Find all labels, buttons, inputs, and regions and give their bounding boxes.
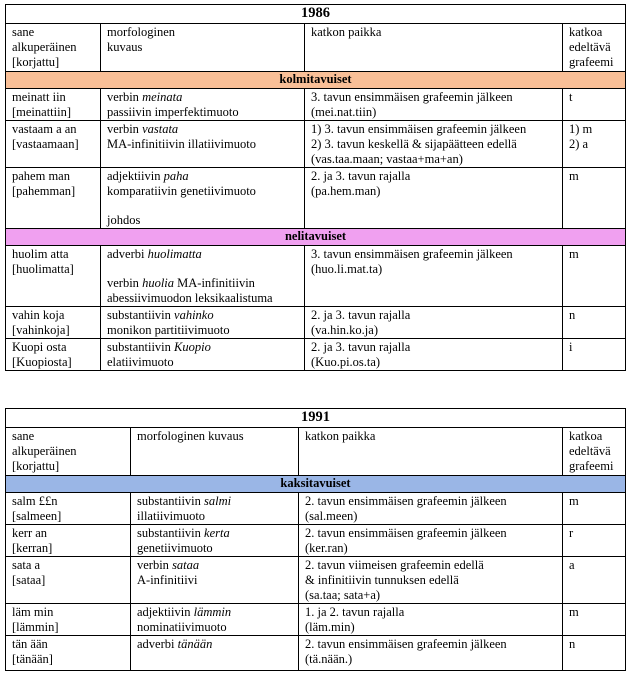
- grapheme-cell: m: [563, 168, 626, 229]
- grapheme-cell: m: [563, 493, 626, 525]
- table-1991: [5, 408, 626, 671]
- header-grapheme: katkoa edeltävä grafeemi: [563, 428, 626, 476]
- description-cell: substantiivin kerta genetiivimuoto: [131, 525, 299, 557]
- grapheme-cell: 1) m 2) a: [563, 121, 626, 168]
- table-row: [6, 168, 626, 229]
- header-word: sane alkuperäinen [korjattu]: [6, 24, 101, 72]
- grapheme-cell: a: [563, 557, 626, 604]
- break-place-cell: 3. tavun ensimmäisen grafeemin jälkeen (mei.nat.tiin): [305, 89, 563, 121]
- table-year: 1986: [6, 5, 626, 24]
- word-cell: meinatt iin [meinattiin]: [6, 89, 101, 121]
- description-cell: adverbi huolimatta verbin huolia MA-infinitiivin abessiivimuodon leksikaalistuma: [101, 246, 305, 307]
- header-row: [6, 24, 626, 72]
- word-cell: pahem man [pahemman]: [6, 168, 101, 229]
- description-cell: adjektiivin paha komparatiivin genetiivimuoto johdos: [101, 168, 305, 229]
- break-place-cell: 2. ja 3. tavun rajalla (pa.hem.man): [305, 168, 563, 229]
- section-row: [6, 476, 626, 493]
- break-place-cell: 2. tavun ensimmäisen grafeemin jälkeen (tä.nään.): [299, 636, 563, 671]
- title-row: [6, 5, 626, 24]
- word-cell: kerr an [kerran]: [6, 525, 131, 557]
- word-cell: sata a [sataa]: [6, 557, 131, 604]
- break-place-cell: 3. tavun ensimmäisen grafeemin jälkeen (huo.li.mat.ta): [305, 246, 563, 307]
- description-cell: substantiivin vahinko monikon partitiivimuoto: [101, 307, 305, 339]
- word-cell: tän ään [tänään]: [6, 636, 131, 671]
- description-cell: adverbi tänään: [131, 636, 299, 671]
- break-place-cell: 1) 3. tavun ensimmäisen grafeemin jälkeen 2) 3. tavun keskellä & sijapäätteen edellä (vas.taa.maan; vastaa+ma+an): [305, 121, 563, 168]
- header-word: sane alkuperäinen [korjattu]: [6, 428, 131, 476]
- grapheme-cell: m: [563, 604, 626, 636]
- grapheme-cell: t: [563, 89, 626, 121]
- break-place-cell: 2. tavun viimeisen grafeemin edellä & infinitiivin tunnuksen edellä (sa.taa; sata+a): [299, 557, 563, 604]
- word-cell: vastaam a an [vastaamaan]: [6, 121, 101, 168]
- section-kolmitavuiset: kolmitavuiset: [6, 72, 626, 89]
- table-row: [6, 307, 626, 339]
- table-row: [6, 89, 626, 121]
- section-nelitavuiset: nelitavuiset: [6, 229, 626, 246]
- header-grapheme: katkoa edeltävä grafeemi: [563, 24, 626, 72]
- grapheme-cell: n: [563, 307, 626, 339]
- table-row: [6, 493, 626, 525]
- description-cell: verbin vastata MA-infinitiivin illatiivimuoto: [101, 121, 305, 168]
- word-cell: salm ££n [salmeen]: [6, 493, 131, 525]
- header-description: morfologinen kuvaus: [131, 428, 299, 476]
- break-place-cell: 2. tavun ensimmäisen grafeemin jälkeen (ker.ran): [299, 525, 563, 557]
- break-place-cell: 1. ja 2. tavun rajalla (läm.min): [299, 604, 563, 636]
- description-cell: verbin sataa A-infinitiivi: [131, 557, 299, 604]
- description-cell: substantiivin Kuopio elatiivimuoto: [101, 339, 305, 371]
- header-description: morfologinen kuvaus: [101, 24, 305, 72]
- header-break-place: katkon paikka: [299, 428, 563, 476]
- grapheme-cell: r: [563, 525, 626, 557]
- grapheme-cell: m: [563, 246, 626, 307]
- word-cell: Kuopi osta [Kuopiosta]: [6, 339, 101, 371]
- table-row: [6, 339, 626, 371]
- header-row: [6, 428, 626, 476]
- word-cell: vahin koja [vahinkoja]: [6, 307, 101, 339]
- table-row: [6, 636, 626, 671]
- table-year: 1991: [6, 409, 626, 428]
- break-place-cell: 2. ja 3. tavun rajalla (va.hin.ko.ja): [305, 307, 563, 339]
- description-cell: adjektiivin lämmin nominatiivimuoto: [131, 604, 299, 636]
- section-row: [6, 229, 626, 246]
- description-cell: substantiivin salmi illatiivimuoto: [131, 493, 299, 525]
- grapheme-cell: i: [563, 339, 626, 371]
- description-cell: verbin meinata passiivin imperfektimuoto: [101, 89, 305, 121]
- section-kaksitavuiset: kaksitavuiset: [6, 476, 626, 493]
- table-row: [6, 525, 626, 557]
- table-row: [6, 604, 626, 636]
- header-break-place: katkon paikka: [305, 24, 563, 72]
- break-place-cell: 2. tavun ensimmäisen grafeemin jälkeen (sal.meen): [299, 493, 563, 525]
- word-cell: huolim atta [huolimatta]: [6, 246, 101, 307]
- table-row: [6, 121, 626, 168]
- table-row: [6, 557, 626, 604]
- section-row: [6, 72, 626, 89]
- table-1986: [5, 4, 626, 371]
- grapheme-cell: n: [563, 636, 626, 671]
- word-cell: läm min [lämmin]: [6, 604, 131, 636]
- table-row: [6, 246, 626, 307]
- break-place-cell: 2. ja 3. tavun rajalla (Kuo.pi.os.ta): [305, 339, 563, 371]
- title-row: [6, 409, 626, 428]
